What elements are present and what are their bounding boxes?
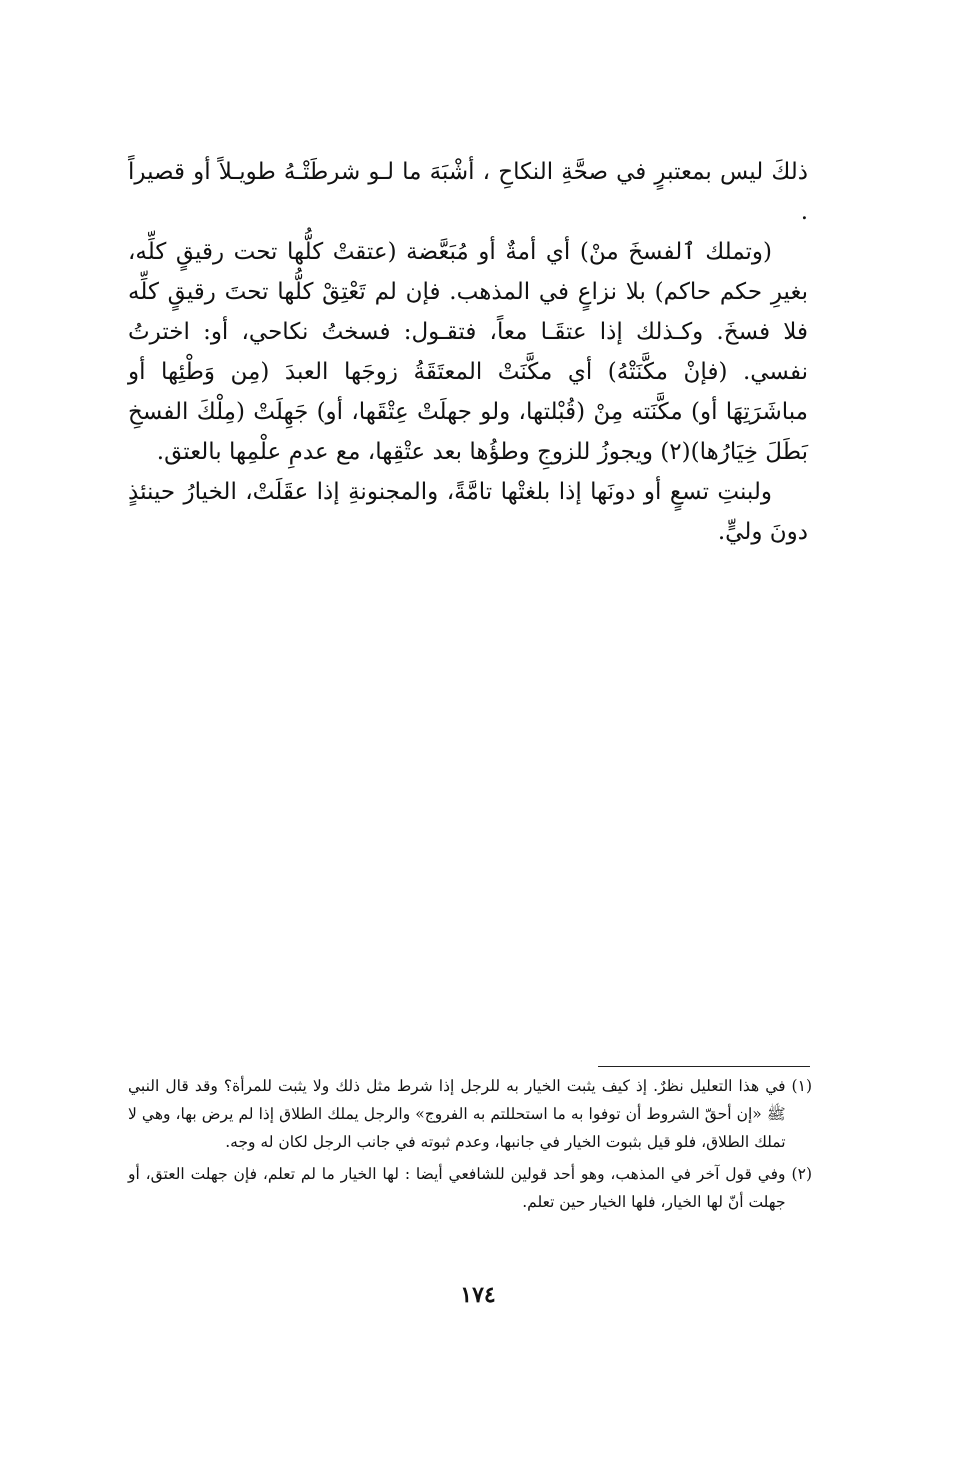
paragraph-3: ولبنتِ تسعٍ أو دونَها إذا بلغتْها تامَّةً، والمجنونةِ إذا عقَلَتْ، الخيارُ حينئذٍ دونَ وليٍّ.	[128, 479, 808, 545]
footnotes	[128, 1072, 812, 1216]
paragraph-1: ذلكَ ليس بمعتبرٍ في صحَّةِ النكاحِ ، أشْبَهَ ما لـو شرطَتْـهُ طويـلاً أو قصيراً .	[128, 159, 808, 225]
footnote-separator	[598, 1066, 810, 1067]
footnote-1	[128, 1072, 812, 1156]
footnote-text: وفي قول آخر في المذهب، وهو أحد قولين للشافعي أيضا : لها الخيار ما لم تعلم، فإن جهلت العتق، أو جهلت أنّ لها الخيار، فلها الخيار حين تعلم.	[128, 1165, 786, 1211]
page-number: ١٧٤	[460, 1282, 496, 1308]
footnote-text: في هذا التعليل نظرٌ. إذ كيف يثبت الخيار به للرجل إذا شرط مثل ذلك ولا يثبت للمرأة؟ وقد قال النبي ﷺ «إن أحقّ الشروط أن توفوا به ما استحللتم به الفروج» والرجل يملك الطلاق إذا لم يرض بها، وهي لا تملك الطلاق، فلو قيل بثبوت الخيار في جانبها، وعدم ثبوته في جانب الرجل لكان له وجه.	[128, 1077, 786, 1151]
main-text	[128, 152, 808, 552]
footnote-number: (٢)	[791, 1165, 812, 1183]
paragraph-2: (وتملك ٱلفسخَ منْ) أي أمةٌ أو مُبَعَّضة (عتقتْ كلُّها تحت رقيقٍ كلِّه، بغيرِ حكم حاكم) بلا نزاعٍ في المذهب. فإن لم تَعْتِقْ كلُّها تحتَ رقيقٍ كلِّه فلا فسخَ. وكـذلك إذا عتقَـا معاً، فتقـول: فسختُ نكاحي، أو: اخترتُ نفسي. (فإنْ مكَّنَتْهُ) أي مكَّنَتْ المعتَقَةُ زوجَها العبدَ (مِن وَطْئِها أو مباشَرَتِهَا أو) مكَّنَته مِنْ (قُبْلتها، ولو جهلَتْ عِتْقَها، أو) جَهِلَتْ (مِلْكَ الفسخِ بَطَلَ خِيَارُها)(٢) ويجوزُ للزوجِ وطؤُها بعد عتْقِها، مع عدمِ علْمِها بالعتق.	[128, 239, 808, 465]
footnote-number: (١)	[791, 1077, 812, 1095]
footnote-2	[128, 1160, 812, 1216]
